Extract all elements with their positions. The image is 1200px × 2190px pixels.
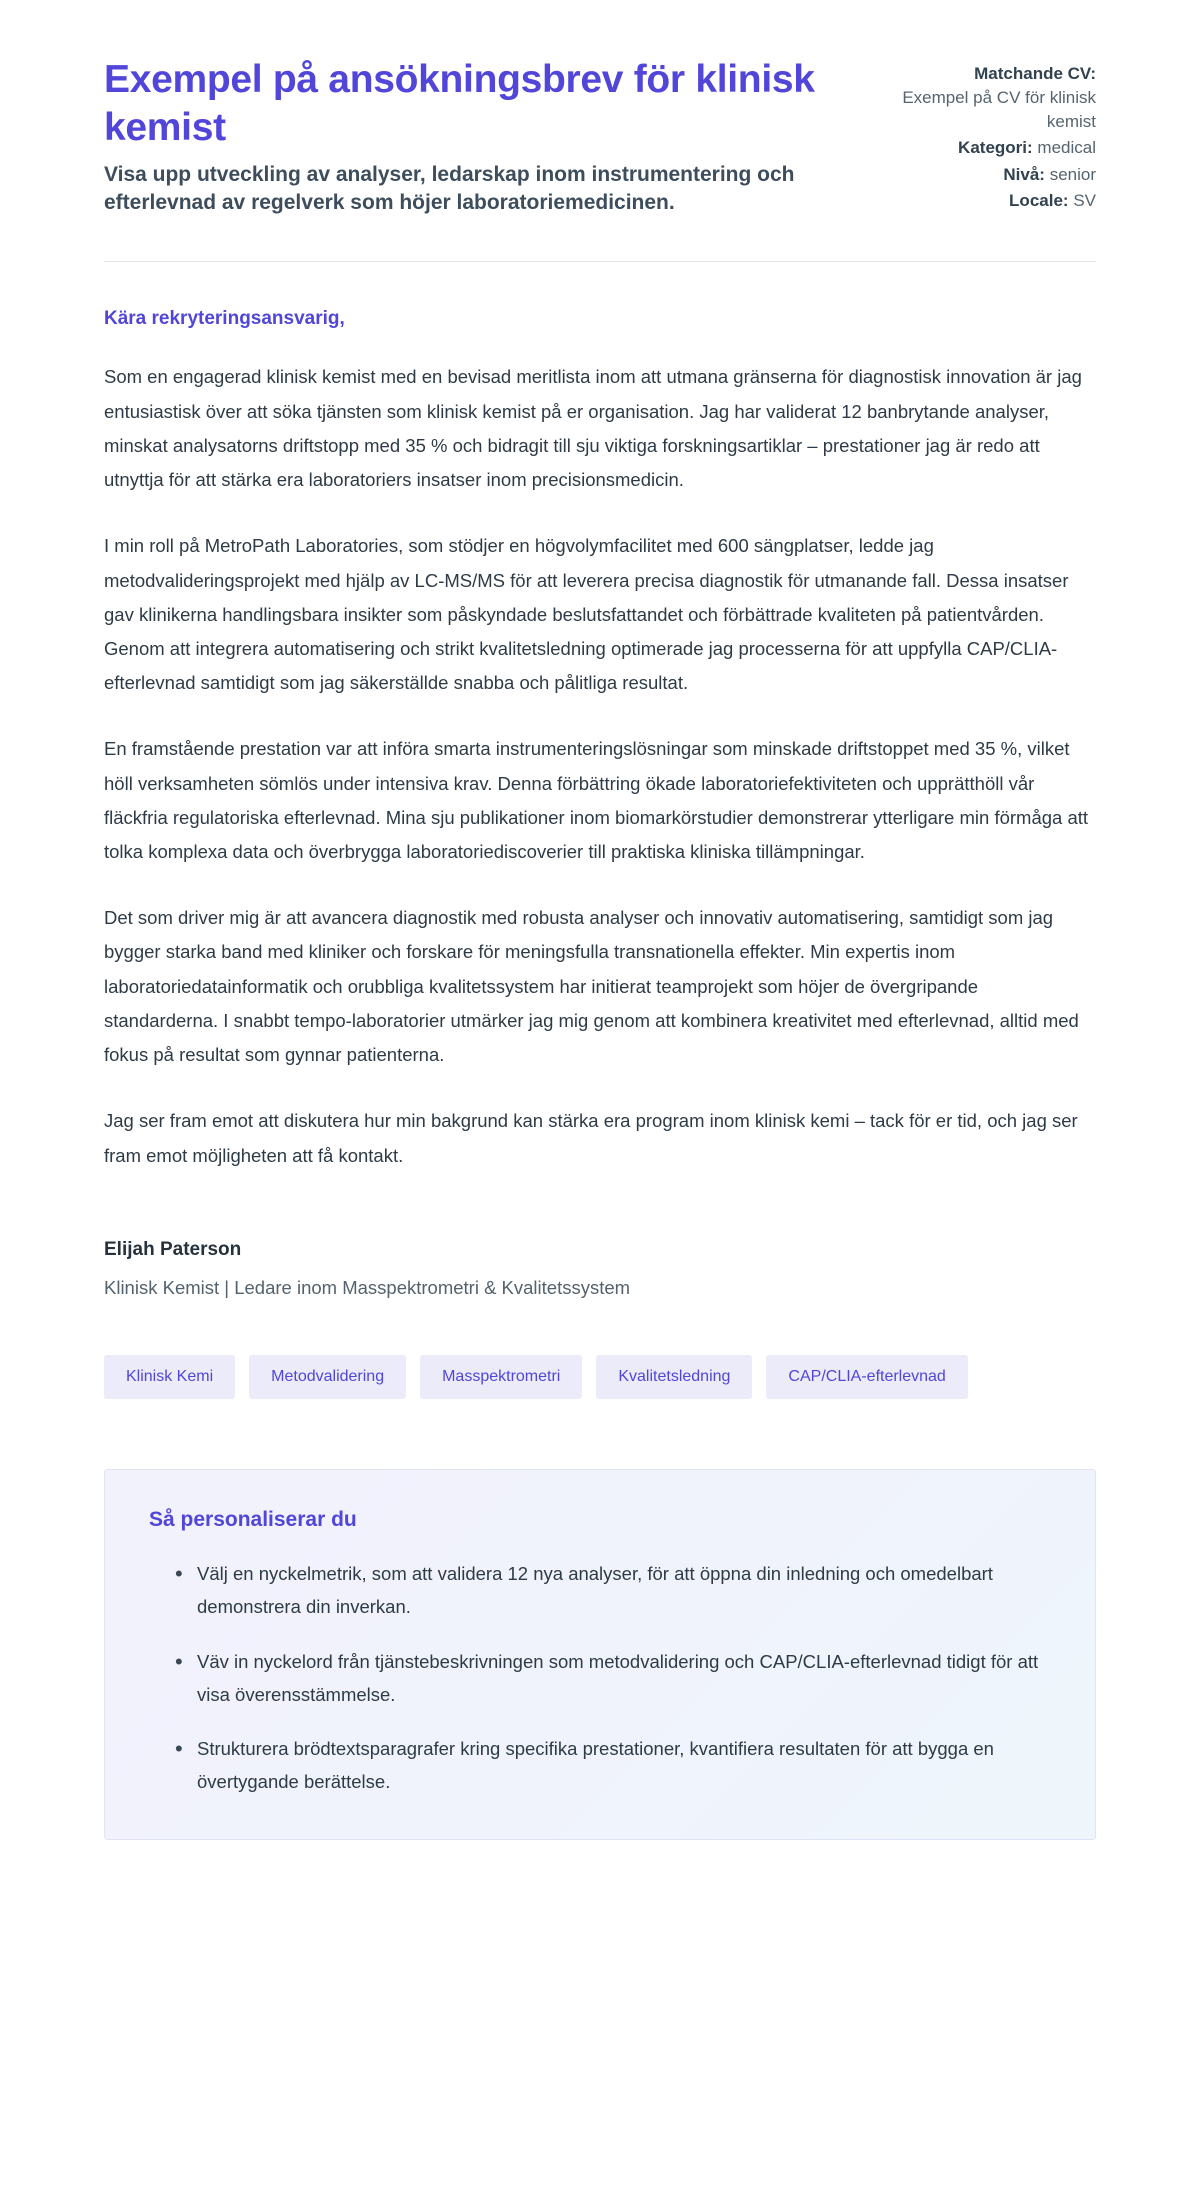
meta-locale-value: SV <box>1073 190 1096 210</box>
letter-paragraph: Som en engagerad klinisk kemist med en bevisad meritlista inom att utmana gränserna för diagnostisk innovation är jag entusiastisk över att söka tjänsten som klinisk kemist på er organisation. Jag har validerat 12 banbrytande analyser, minskat analysatorns driftstopp med 35 % och bidragit till sju viktiga forskningsartiklar – prestationer jag är redo att utnyttja för att stärka era laboratoriers insatser inom precisionsmedicin. <box>104 366 1082 491</box>
meta-category <box>866 136 1096 160</box>
signature-role: Klinisk Kemist | Ledare inom Masspektrometri & Kvalitetssystem <box>104 1276 631 1298</box>
meta-level <box>866 163 1096 187</box>
letter-salutation: Kära rekryteringsansvarig, <box>104 308 345 330</box>
tag-chip[interactable]: Metodvalidering <box>249 1355 406 1399</box>
document-metadata <box>866 56 1096 215</box>
letter-paragraphs <box>104 360 1096 1172</box>
tag-chip[interactable]: CAP/CLIA-efterlevnad <box>766 1355 967 1399</box>
tag-chip[interactable]: Masspektrometri <box>420 1355 582 1399</box>
tips-list <box>149 1558 1051 1800</box>
header-text-block <box>104 56 826 217</box>
meta-matching-cv-label: Matchande CV: <box>974 64 1096 83</box>
tag-chip[interactable]: Kvalitetsledning <box>596 1355 752 1399</box>
signature-name: Elijah Paterson <box>104 1238 242 1260</box>
letter-body <box>104 262 1096 1840</box>
letter-paragraph: Jag ser fram emot att diskutera hur min bakgrund kan stärka era program inom klinisk kemi – tack för er tid, och jag ser fram emot möjligheten att få kontakt. <box>104 1110 1078 1166</box>
tips-list-item: • Välj en nyckelmetrik, som att validera 12 nya analyser, för att öppna din inledning och omedelbart demonstrera din inverkan. <box>175 1558 1051 1624</box>
tips-list-item: • Väv in nyckelord från tjänstebeskrivningen som metodvalidering och CAP/CLIA-efterlevnad tidigt för att visa överensstämmelse. <box>175 1646 1051 1712</box>
meta-category-label: Kategori: <box>958 138 1033 158</box>
page-title: Exempel på ansökningsbrev för klinisk kemist <box>104 58 815 149</box>
meta-level-value: senior <box>1049 164 1096 184</box>
meta-category-value: medical <box>1037 138 1096 158</box>
meta-locale <box>866 189 1096 213</box>
signature-block <box>104 1239 1096 1299</box>
tips-list-item: • Strukturera brödtextsparagrafer kring specifika prestationer, kvantifiera resultaten för att bygga en övertygande berättelse. <box>175 1733 1051 1799</box>
meta-level-label: Nivå: <box>1003 164 1045 184</box>
letter-paragraph: Det som driver mig är att avancera diagnostik med robusta analyser och innovativ automatisering, samtidigt som jag bygger starka band med kliniker och forskare för meningsfulla transnationella effekter. Min expertis inom laboratoriedatainformatik och orubbliga kvalitetssystem har initierat teamprojekt som höjer de övergripande standarderna. I snabbt tempo-laboratorier utmärker jag mig genom att kombinera kreativitet med efterlevnad, alltid med fokus på resultat som gynnar patienterna. <box>104 907 1079 1066</box>
meta-matching-cv <box>866 62 1096 134</box>
tag-list <box>104 1355 1096 1399</box>
page-header <box>104 56 1096 217</box>
meta-matching-cv-value: Exempel på CV för klinisk kemist <box>902 88 1096 132</box>
letter-paragraph: En framstående prestation var att införa smarta instrumenteringslösningar som minskade driftstoppet med 35 %, vilket höll verksamheten sömlös under intensiva krav. Denna förbättring ökade laboratoriefektiviteten och upprätthöll vår fläckfria regulatoriska efterlevnad. Mina sju publikationer inom biomarkörstudier demonstrerar ytterligare min förmåga att tolka komplexa data och överbrygga laboratoriediscoverier till praktiska kliniska tillämpningar. <box>104 738 1089 863</box>
page-subtitle: Visa upp utveckling av analyser, ledarskap inom instrumentering och efterlevnad av regelverk som höjer laboratoriemedicinen. <box>104 163 795 215</box>
personalization-tips-panel <box>104 1469 1096 1841</box>
meta-locale-label: Locale: <box>1009 190 1069 210</box>
tag-chip[interactable]: Klinisk Kemi <box>104 1355 235 1399</box>
letter-paragraph: I min roll på MetroPath Laboratories, som stödjer en högvolymfacilitet med 600 sängplatser, ledde jag metodvalideringsprojekt med hjälp av LC-MS/MS för att leverera precisa diagnostik för utmanande fall. Dessa insatser gav klinikerna handlingsbara insikter som påskyndade beslutsfattandet och förbättrade kvaliteten på patientvården. Genom att integrera automatisering och strikt kvalitetsledning optimerade jag processerna för att uppfylla CAP/CLIA-efterlevnad samtidigt som jag säkerställde snabba och pålitliga resultat. <box>104 535 1069 694</box>
tips-panel-title: Så personaliserar du <box>149 1507 357 1531</box>
